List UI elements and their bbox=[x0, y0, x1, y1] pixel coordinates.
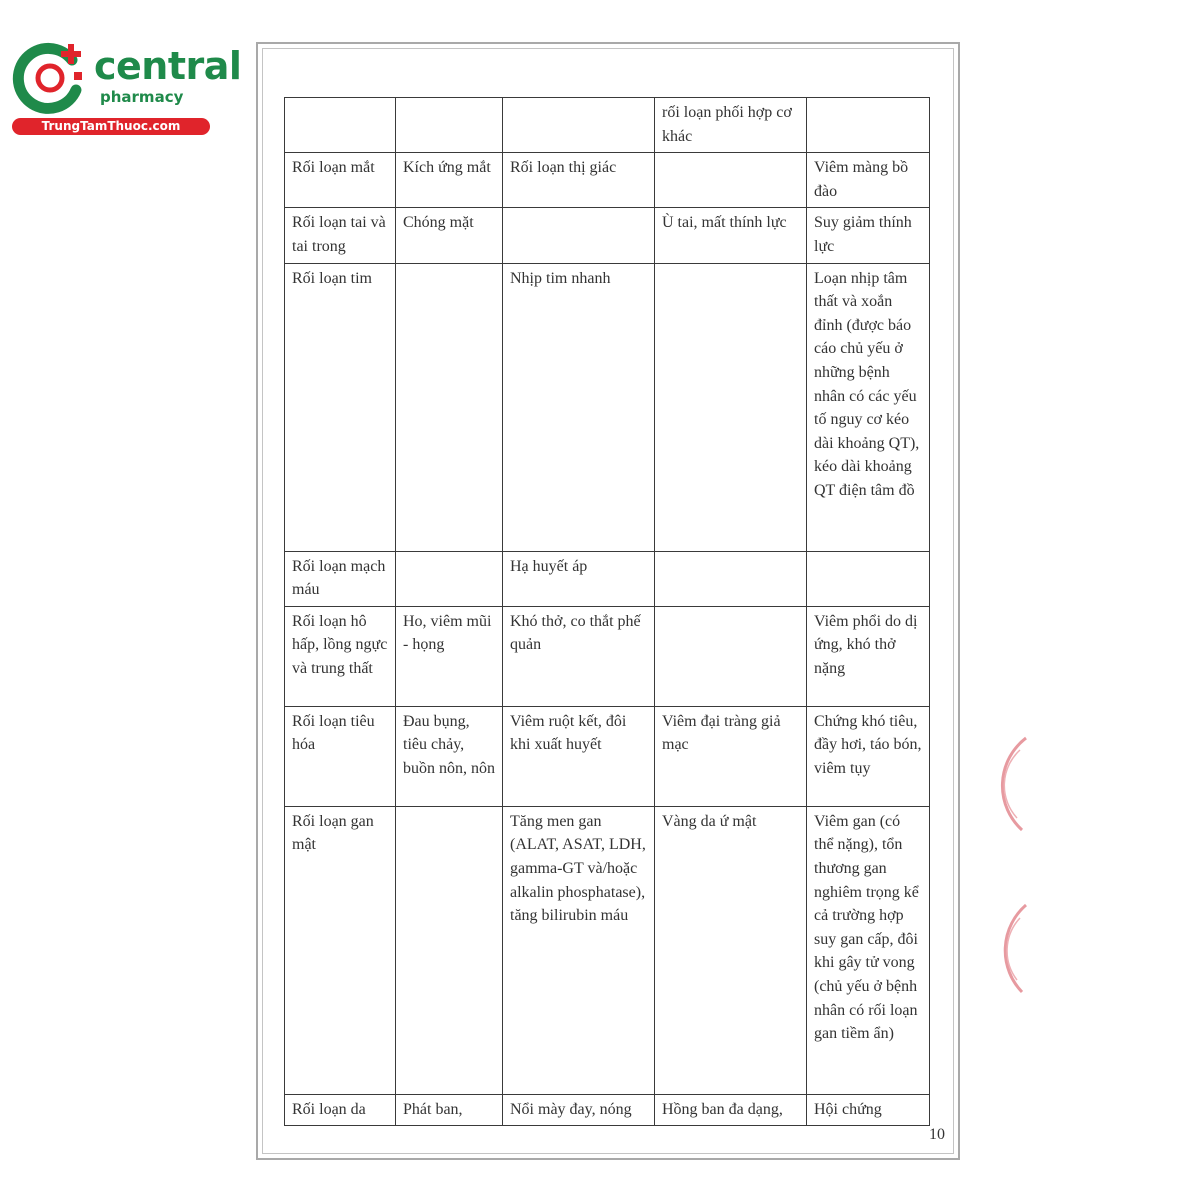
table-cell: Viêm gan (có thể nặng), tổn thương gan nghiêm trọng kể cả trường hợp suy gan cấp, đôi khi gây tử vong (chủ yếu ở bệnh nhân có rối loạn gan tiềm ẩn) bbox=[807, 806, 930, 1094]
table-row bbox=[285, 98, 930, 153]
table-row bbox=[285, 806, 930, 1094]
table-cell bbox=[655, 153, 807, 208]
table-row bbox=[285, 208, 930, 263]
table-row bbox=[285, 551, 930, 606]
table-cell: Hạ huyết áp bbox=[503, 551, 655, 606]
table-row bbox=[285, 1094, 930, 1126]
table-cell: Chứng khó tiêu, đầy hơi, táo bón, viêm tụy bbox=[807, 706, 930, 806]
table-cell bbox=[285, 98, 396, 153]
table-cell bbox=[807, 551, 930, 606]
adverse-reactions-table bbox=[284, 97, 930, 1126]
table-row bbox=[285, 153, 930, 208]
table-cell bbox=[807, 98, 930, 153]
table-cell: Vàng da ứ mật bbox=[655, 806, 807, 1094]
table-cell: Loạn nhịp tâm thất và xoắn đỉnh (được báo cáo chủ yếu ở những bệnh nhân có các yếu tố nguy cơ kéo dài khoảng QT), kéo dài khoảng QT điện tâm đồ bbox=[807, 263, 930, 551]
table-cell bbox=[396, 551, 503, 606]
table-cell: Rối loạn tim bbox=[285, 263, 396, 551]
table-cell bbox=[655, 263, 807, 551]
table-cell: Rối loạn mạch máu bbox=[285, 551, 396, 606]
table-cell: Suy giảm thính lực bbox=[807, 208, 930, 263]
table-cell: Chóng mặt bbox=[396, 208, 503, 263]
stamp-fragment-icon bbox=[1000, 730, 1030, 1010]
table-cell bbox=[503, 98, 655, 153]
table-row bbox=[285, 606, 930, 706]
table-cell: Ho, viêm mũi - họng bbox=[396, 606, 503, 706]
table-cell: Nhịp tim nhanh bbox=[503, 263, 655, 551]
table-cell bbox=[503, 208, 655, 263]
table-cell: Tăng men gan (ALAT, ASAT, LDH, gamma-GT và/hoặc alkalin phosphatase), tăng bilirubin máu bbox=[503, 806, 655, 1094]
pharmacy-cross-logo-icon bbox=[10, 38, 90, 118]
table-cell bbox=[655, 551, 807, 606]
table-cell: Rối loạn mắt bbox=[285, 153, 396, 208]
brand-url: TrungTamThuoc.com bbox=[12, 118, 210, 135]
table-cell: Viêm màng bồ đào bbox=[807, 153, 930, 208]
page-number: 10 bbox=[929, 1126, 945, 1143]
table-cell: Phát ban, bbox=[396, 1094, 503, 1126]
table-cell: Nổi mày đay, nóng bbox=[503, 1094, 655, 1126]
table-cell: Rối loạn gan mật bbox=[285, 806, 396, 1094]
table-cell: Hội chứng bbox=[807, 1094, 930, 1126]
table-cell: Kích ứng mắt bbox=[396, 153, 503, 208]
table-cell: Đau bụng, tiêu chảy, buồn nôn, nôn bbox=[396, 706, 503, 806]
table-cell: Rối loạn hô hấp, lồng ngực và trung thất bbox=[285, 606, 396, 706]
table-cell: Rối loạn da bbox=[285, 1094, 396, 1126]
table-row bbox=[285, 263, 930, 551]
table-cell bbox=[396, 806, 503, 1094]
table-cell: Khó thở, co thắt phế quản bbox=[503, 606, 655, 706]
table-row bbox=[285, 706, 930, 806]
table-cell bbox=[655, 606, 807, 706]
table-cell: Rối loạn tai và tai trong bbox=[285, 208, 396, 263]
table-cell: Rối loạn tiêu hóa bbox=[285, 706, 396, 806]
table-cell: Hồng ban đa dạng, bbox=[655, 1094, 807, 1126]
brand-logo bbox=[10, 38, 242, 138]
table-cell: Viêm đại tràng giả mạc bbox=[655, 706, 807, 806]
table-cell: Rối loạn thị giác bbox=[503, 153, 655, 208]
table-cell: rối loạn phối hợp cơ khác bbox=[655, 98, 807, 153]
table-cell: Viêm phổi do dị ứng, khó thở nặng bbox=[807, 606, 930, 706]
table-cell bbox=[396, 98, 503, 153]
table-cell bbox=[396, 263, 503, 551]
table-cell: Viêm ruột kết, đôi khi xuất huyết bbox=[503, 706, 655, 806]
table-cell: Ù tai, mất thính lực bbox=[655, 208, 807, 263]
brand-subtitle: pharmacy bbox=[100, 88, 184, 106]
brand-name: central bbox=[94, 44, 242, 88]
